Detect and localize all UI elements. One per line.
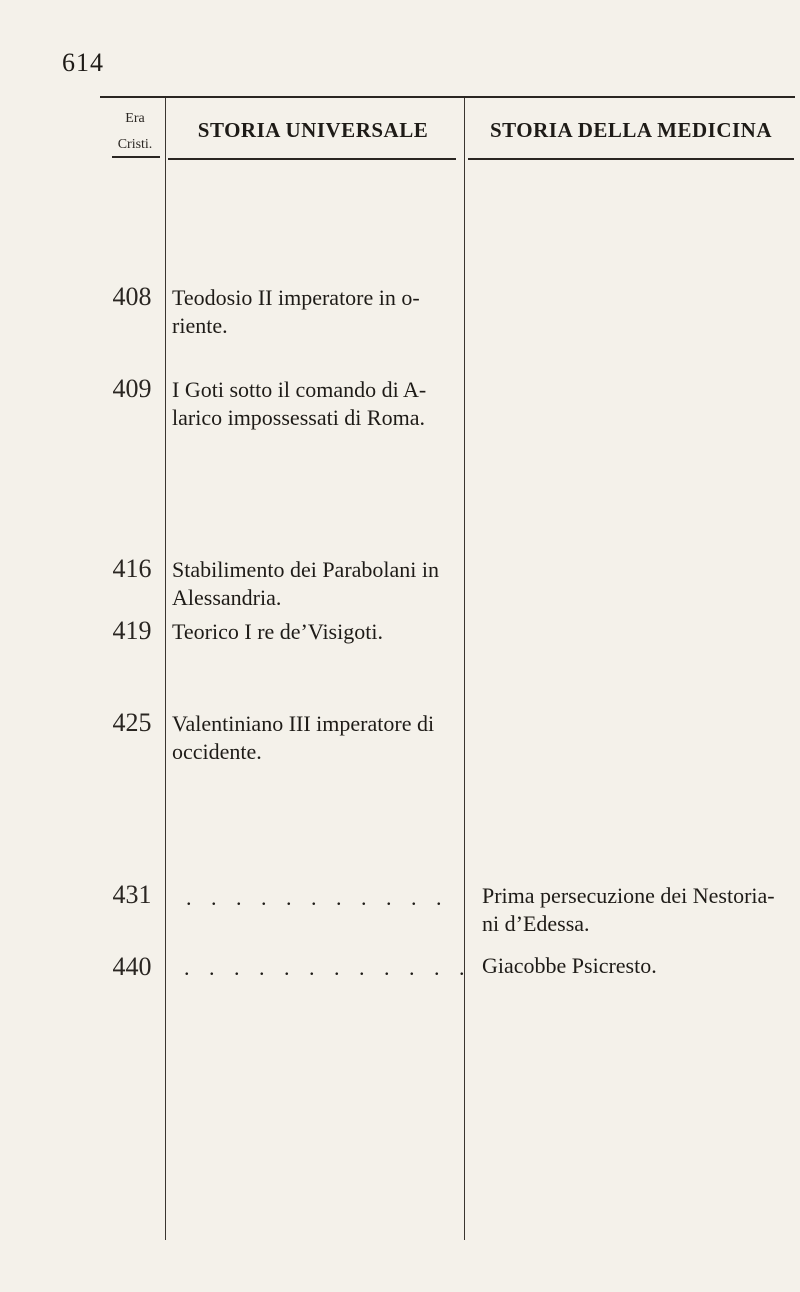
entry-416-universal (172, 556, 462, 612)
entry-line: ni d’Edessa. (482, 911, 590, 936)
entry-440-medicine (482, 952, 797, 980)
entry-line: Giacobbe Psicresto. (482, 953, 657, 978)
entry-408-universal (172, 284, 462, 340)
entry-line: Stabilimento dei Parabolani in (172, 557, 440, 582)
entry-line: Prima persecuzione dei Nestoria- (482, 883, 775, 908)
year-408: 408 (112, 282, 152, 311)
medicine-header-bottom-rule (468, 158, 794, 160)
entry-line: occidente. (172, 739, 262, 764)
entry-409-universal (172, 376, 462, 432)
era-header-line1: Era (125, 111, 145, 126)
entry-line: Alessandria. (172, 585, 282, 610)
entry-431-medicine (482, 882, 797, 938)
entry-line: riente. (172, 313, 228, 338)
year-409: 409 (112, 374, 152, 403)
column-divider-left (165, 98, 166, 1240)
entry-line: I Goti sotto il comando di A- (172, 377, 427, 402)
page-number: 614 (62, 48, 104, 77)
column-divider-right (464, 98, 465, 1240)
entry-line: Teodosio II imperatore in o- (172, 285, 420, 310)
era-header (100, 106, 170, 158)
entry-425-universal (172, 710, 462, 766)
entry-line: Valentiniano III imperatore di (172, 711, 435, 736)
entry-line: larico impossessati di Roma. (172, 405, 425, 430)
year-431: 431 (112, 880, 152, 909)
header-top-rule (100, 96, 795, 98)
year-425: 425 (112, 708, 152, 737)
year-440: 440 (112, 952, 152, 981)
medicine-history-header: STORIA DELLA MEDICINA (489, 118, 772, 142)
entry-line: Teorico I re de’Visigoti. (172, 619, 383, 644)
universal-header-bottom-rule (168, 158, 456, 160)
entry-440-universal: . . . . . . . . . . . . (184, 955, 472, 980)
entry-419-universal (172, 618, 462, 646)
year-416: 416 (112, 554, 152, 583)
era-header-line2: Cristi. (117, 137, 153, 152)
universal-history-header: STORIA UNIVERSALE (197, 118, 429, 142)
year-419: 419 (112, 616, 152, 645)
entry-431-universal: . . . . . . . . . . . (186, 885, 449, 910)
